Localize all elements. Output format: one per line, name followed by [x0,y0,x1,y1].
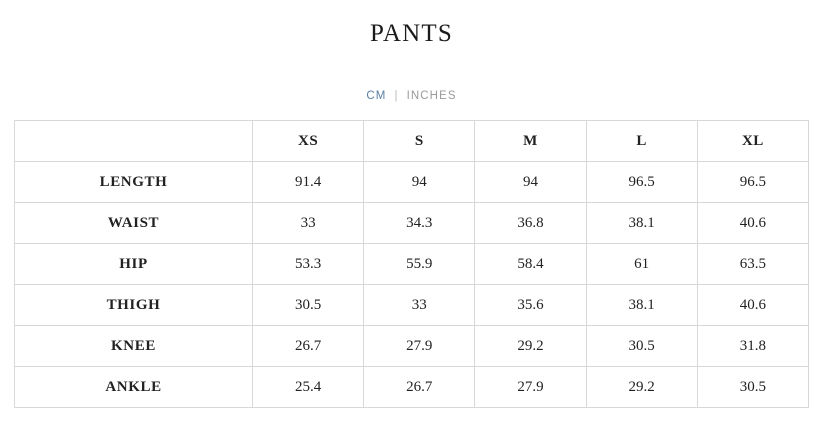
cell-waist-l: 38.1 [586,203,697,244]
row-label-length: LENGTH [15,162,253,203]
unit-separator: | [394,90,399,102]
table-header-row [15,121,809,162]
column-header-xs: XS [253,121,364,162]
table-row [15,162,809,203]
table-row [15,285,809,326]
cell-waist-xs: 33 [253,203,364,244]
cell-length-xs: 91.4 [253,162,364,203]
cell-ankle-l: 29.2 [586,367,697,408]
column-header-m: M [475,121,586,162]
unit-toggle[interactable] [0,90,823,102]
column-header-s: S [364,121,475,162]
cell-waist-xl: 40.6 [697,203,808,244]
cell-thigh-l: 38.1 [586,285,697,326]
cell-length-m: 94 [475,162,586,203]
cell-knee-xl: 31.8 [697,326,808,367]
cell-thigh-s: 33 [364,285,475,326]
cell-ankle-m: 27.9 [475,367,586,408]
unit-option-cm[interactable]: CM [366,90,387,102]
cell-ankle-xl: 30.5 [697,367,808,408]
cell-knee-l: 30.5 [586,326,697,367]
cell-length-l: 96.5 [586,162,697,203]
table-row [15,326,809,367]
size-table [14,120,809,408]
cell-thigh-m: 35.6 [475,285,586,326]
table-corner-cell [15,121,253,162]
size-table-container [0,120,823,408]
table-row [15,244,809,285]
cell-ankle-xs: 25.4 [253,367,364,408]
size-table-body [15,162,809,408]
cell-waist-s: 34.3 [364,203,475,244]
row-label-waist: WAIST [15,203,253,244]
cell-hip-m: 58.4 [475,244,586,285]
table-row [15,367,809,408]
size-table-head [15,121,809,162]
cell-hip-xl: 63.5 [697,244,808,285]
cell-knee-m: 29.2 [475,326,586,367]
cell-knee-xs: 26.7 [253,326,364,367]
cell-hip-l: 61 [586,244,697,285]
row-label-hip: HIP [15,244,253,285]
unit-option-inches[interactable]: INCHES [406,90,457,102]
cell-waist-m: 36.8 [475,203,586,244]
cell-ankle-s: 26.7 [364,367,475,408]
cell-hip-xs: 53.3 [253,244,364,285]
cell-length-s: 94 [364,162,475,203]
cell-thigh-xl: 40.6 [697,285,808,326]
row-label-knee: KNEE [15,326,253,367]
cell-thigh-xs: 30.5 [253,285,364,326]
row-label-ankle: ANKLE [15,367,253,408]
column-header-l: L [586,121,697,162]
cell-knee-s: 27.9 [364,326,475,367]
row-label-thigh: THIGH [15,285,253,326]
column-header-xl: XL [697,121,808,162]
cell-length-xl: 96.5 [697,162,808,203]
cell-hip-s: 55.9 [364,244,475,285]
page-title: PANTS [370,20,453,47]
table-row [15,203,809,244]
